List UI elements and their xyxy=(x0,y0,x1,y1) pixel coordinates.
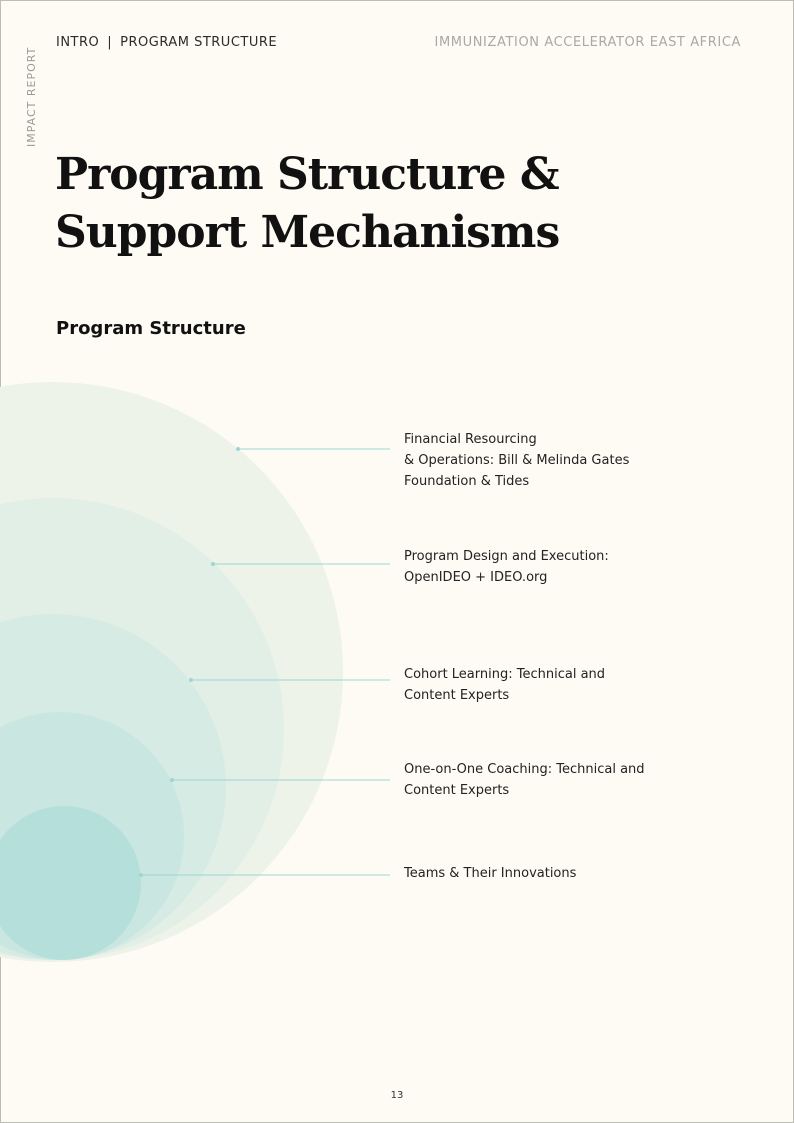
breadcrumb-separator: | xyxy=(107,35,113,50)
side-label: IMPACT REPORT xyxy=(25,46,38,147)
page-title-line-1: Program Structure & xyxy=(55,149,559,200)
breadcrumb-item-intro: INTRO xyxy=(56,35,100,50)
breadcrumb-item-program-structure: PROGRAM STRUCTURE xyxy=(120,35,278,50)
layer-label-financial: Financial Resourcing & Operations: Bill & Melinda Gates Foundation & Tides xyxy=(404,432,630,489)
connector-dot-program-design xyxy=(211,562,215,566)
layer-label-teams: Teams & Their Innovations xyxy=(404,866,577,881)
connector-dot-cohort-learning xyxy=(189,678,193,682)
report-name: IMMUNIZATION ACCELERATOR EAST AFRICA xyxy=(434,35,741,50)
layer-label-coaching: One-on-One Coaching: Technical and Content Experts xyxy=(404,762,645,798)
layer-label-cohort-learning: Cohort Learning: Technical and Content Experts xyxy=(404,667,606,703)
page-number: 13 xyxy=(390,1090,404,1101)
page-title-line-2: Support Mechanisms xyxy=(55,207,560,258)
section-title: Program Structure xyxy=(56,318,246,339)
connector-dot-financial xyxy=(236,447,240,451)
layer-label-program-design: Program Design and Execution: OpenIDEO + IDEO.org xyxy=(404,549,609,585)
connector-dot-teams xyxy=(139,873,143,877)
connector-dot-coaching xyxy=(170,778,174,782)
